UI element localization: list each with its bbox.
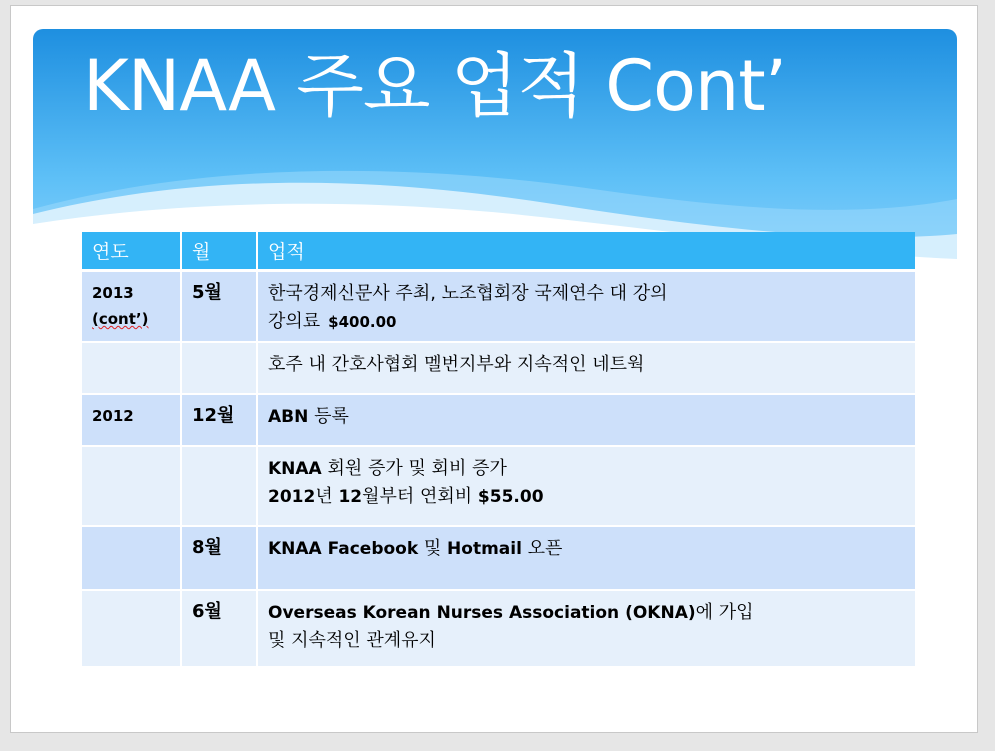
slide bbox=[10, 5, 978, 733]
header-month: 월 bbox=[181, 232, 257, 271]
month-cell: 6월 bbox=[181, 590, 257, 667]
year-suffix: 년 bbox=[315, 485, 333, 507]
month-cell: 5월 bbox=[181, 271, 257, 342]
achievement-cell bbox=[257, 446, 915, 526]
table-row bbox=[82, 446, 915, 526]
achievement-latin: Overseas Korean Nurses Association (OKNA) bbox=[268, 602, 696, 623]
header-year: 연도 bbox=[82, 232, 181, 271]
year-cell bbox=[82, 271, 181, 342]
table-row bbox=[82, 526, 915, 590]
table-row bbox=[82, 342, 915, 394]
month-cell bbox=[181, 342, 257, 394]
achievement-latin: KNAA Facebook bbox=[268, 538, 419, 559]
header-achievement: 업적 bbox=[257, 232, 915, 271]
year-cell bbox=[82, 526, 181, 590]
table-row bbox=[82, 590, 915, 667]
achievement-cell bbox=[257, 526, 915, 590]
achievement-line: 등록 bbox=[314, 405, 349, 427]
year-cell: 2012 bbox=[82, 394, 181, 446]
fee-amount: $400.00 bbox=[328, 313, 397, 331]
year-cell bbox=[82, 342, 181, 394]
achievement-cell bbox=[257, 271, 915, 342]
start-month: 12 bbox=[338, 486, 363, 507]
achievement-line: 및 지속적인 관계유지 bbox=[268, 629, 436, 651]
achievement-line: 한국경제신문사 주최, 노조협회장 국제연수 대 강의 bbox=[268, 283, 668, 304]
achievement-line: 호주 내 간호사협회 멜번지부와 지속적인 네트웍 bbox=[268, 353, 645, 375]
achievement-line: 월부터 연회비 bbox=[362, 485, 473, 507]
year-note: (cont’) bbox=[92, 310, 149, 328]
start-year: 2012 bbox=[268, 486, 316, 507]
achievements-table bbox=[82, 232, 915, 668]
achievement-latin: Hotmail bbox=[447, 538, 522, 559]
achievement-latin: ABN bbox=[268, 406, 309, 427]
achievement-cell bbox=[257, 394, 915, 446]
year-cell bbox=[82, 446, 181, 526]
table-row bbox=[82, 271, 915, 342]
month-cell: 8월 bbox=[181, 526, 257, 590]
year-cell bbox=[82, 590, 181, 667]
achievement-line: 및 bbox=[423, 537, 442, 559]
month-cell: 12월 bbox=[181, 394, 257, 446]
year-value: 2013 bbox=[92, 284, 134, 302]
slide-title: KNAA 주요 업적 Cont’ bbox=[83, 45, 786, 127]
achievement-line: 오픈 bbox=[527, 537, 563, 559]
table-header-row bbox=[82, 232, 915, 271]
table-row bbox=[82, 394, 915, 446]
month-cell bbox=[181, 446, 257, 526]
achievement-cell bbox=[257, 342, 915, 394]
achievement-line: 에 가입 bbox=[695, 601, 754, 623]
achievement-line: 회원 증가 및 회비 증가 bbox=[327, 457, 507, 479]
achievement-cell bbox=[257, 590, 915, 667]
achievement-latin: KNAA bbox=[268, 458, 322, 479]
achievement-line: 강의료 bbox=[268, 311, 321, 332]
fee-amount: $55.00 bbox=[477, 486, 544, 507]
